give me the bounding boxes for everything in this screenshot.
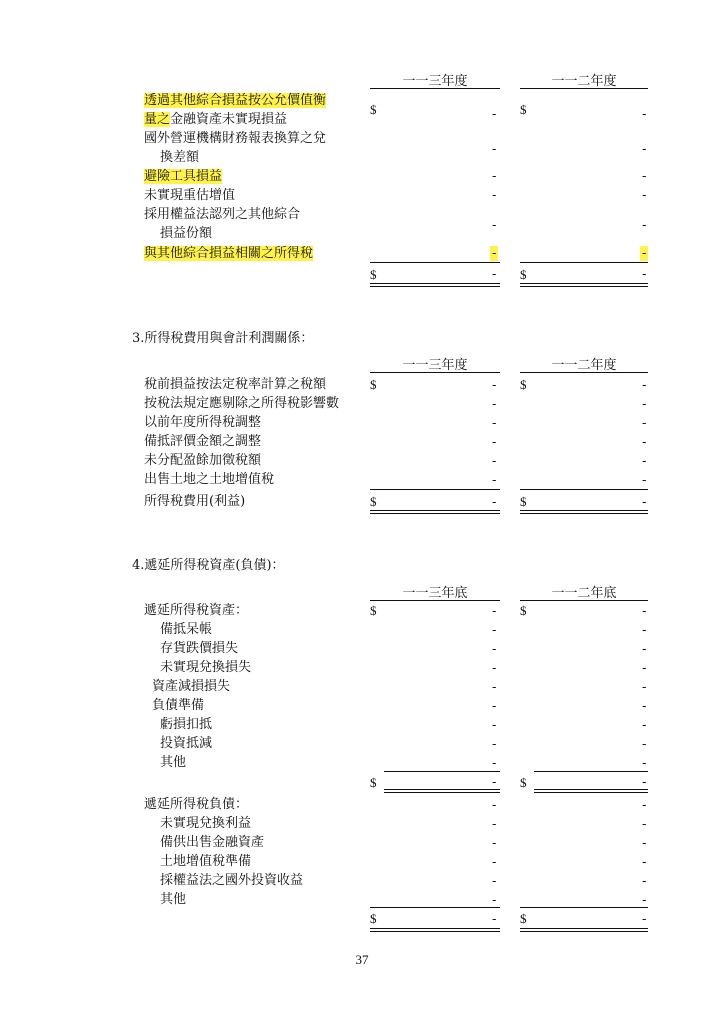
s3-asset2-label: 存貨跌價損失 [160, 641, 239, 656]
s1-total-val-a: - [492, 267, 497, 282]
s3-liab-total-val-b: - [642, 912, 647, 927]
s2-total-label: 所得稅費用(利益) [144, 494, 246, 509]
s3-assets-total-val-a: - [492, 775, 497, 790]
s2-row4-label: 備抵評價金額之調整 [144, 434, 262, 449]
s2-title: 3.所得稅費用與會計利潤關係： [132, 331, 314, 346]
s2-row4-val-a: - [492, 435, 497, 450]
s1-row1-line2 [144, 111, 287, 128]
s3-liab4-val-a: - [492, 874, 497, 889]
s3-header-rule-2 [520, 600, 648, 601]
s1-row1-line1-text: 透過其他綜合損益按公允價值衡 [144, 93, 327, 108]
s3-header-rule-1 [370, 600, 500, 601]
s2-row2-val-b: - [642, 397, 647, 412]
s3-asset4-val-a: - [492, 680, 497, 695]
s1-header-2023: 一一二年度 [551, 74, 617, 89]
s3-liab-subtotal-rule-2 [520, 907, 648, 908]
s3-assets-total-val-b: - [642, 775, 647, 790]
s3-asset1-val-a: - [492, 623, 497, 638]
s3-liab2-val-b: - [642, 836, 647, 851]
s2-total-dollar-b: $ [520, 494, 527, 509]
s2-row1-val-a: - [492, 378, 497, 393]
s3-assets-total-dollar-a: $ [370, 775, 377, 790]
s2-header-rule-2 [520, 372, 648, 373]
s3-liab-subtotal-rule-1 [370, 907, 500, 908]
s2-row6-val-a: - [492, 473, 497, 488]
s3-liab-total-double-rule-1 [370, 928, 500, 932]
s1-row6-val-b [640, 245, 648, 262]
s3-asset3-val-a: - [492, 661, 497, 676]
s2-row3-val-a: - [492, 416, 497, 431]
s3-liab1-val-a: - [492, 817, 497, 832]
s3-assets-val-b: - [642, 604, 647, 619]
s1-row2-line2: 換差額 [160, 150, 200, 165]
s3-liab5-label: 其他 [160, 892, 187, 907]
s1-header-rule-2 [520, 88, 648, 89]
s3-liab4-val-b: - [642, 874, 647, 889]
s1-row4-val-a: - [492, 188, 497, 203]
s3-asset5-val-a: - [492, 699, 497, 714]
s2-row5-val-a: - [492, 454, 497, 469]
s1-row1-line2-highlight: 量之 [144, 112, 171, 127]
s1-row5-val-b: - [642, 218, 647, 233]
s2-row2-val-a: - [492, 397, 497, 412]
s3-asset6-val-b: - [642, 718, 647, 733]
s3-asset4-label: 資產減損損失 [152, 679, 231, 694]
s3-assets-total-dollar-b: $ [520, 775, 527, 790]
s1-row6-val-b-text: - [642, 246, 647, 261]
s1-row2-line1: 國外營運機構財務報表換算之兌 [144, 131, 327, 146]
s3-asset8-val-b: - [642, 756, 647, 771]
s3-asset2-val-b: - [642, 642, 647, 657]
s3-title: 4.遞延所得稅資產(負債)： [132, 558, 285, 573]
s3-header-2024: 一一三年底 [402, 586, 468, 601]
s2-total-val-b: - [642, 495, 647, 510]
s1-row4-label: 未實現重估增值 [144, 188, 236, 203]
s2-row1-label: 稅前損益按法定稅率計算之稅額 [144, 377, 327, 392]
s1-total-val-b: - [642, 267, 647, 282]
s2-row3-val-b: - [642, 416, 647, 431]
s3-liab-label: 遞延所得稅負債： [144, 797, 249, 812]
s3-assets-total-double-rule-2 [534, 789, 648, 793]
s3-liab-total-dollar-b: $ [520, 911, 527, 926]
s1-row2-val-b: - [642, 142, 647, 157]
s3-asset8-val-a: - [492, 756, 497, 771]
s1-row1-line1 [144, 92, 326, 109]
s3-assets-dollar-a: $ [370, 603, 377, 618]
s1-total-double-rule-2 [520, 283, 648, 287]
s3-liab-total-dollar-a: $ [370, 911, 377, 926]
s1-row5-val-a: - [492, 218, 497, 233]
s3-asset2-val-a: - [492, 642, 497, 657]
s2-subtotal-rule-2 [520, 489, 648, 490]
s2-row3-label: 以前年度所得稅調整 [144, 415, 262, 430]
s1-row1-dollar-a: $ [370, 102, 377, 117]
s1-row1-dollar-b: $ [520, 102, 527, 117]
s3-assets-label: 遞延所得稅資產： [144, 603, 249, 618]
s3-liab2-val-a: - [492, 836, 497, 851]
s3-asset6-val-a: - [492, 718, 497, 733]
s1-row3-val-a: - [492, 169, 497, 184]
s2-row1-dollar-a: $ [370, 377, 377, 392]
s2-total-double-rule-2 [520, 510, 648, 514]
s3-assets-subtotal-rule-2 [534, 771, 648, 772]
s3-asset7-val-b: - [642, 737, 647, 752]
s3-liab3-label: 土地增值稅準備 [160, 854, 252, 869]
s3-asset5-val-b: - [642, 699, 647, 714]
s1-row1-val-b: - [642, 107, 647, 122]
s1-row6-text: 與其他綜合損益相關之所得稅 [144, 246, 314, 261]
s3-assets-subtotal-rule-1 [384, 771, 500, 772]
s2-row1-val-b: - [642, 378, 647, 393]
s3-asset4-val-b: - [642, 680, 647, 695]
s2-row4-val-b: - [642, 435, 647, 450]
s3-asset1-label: 備抵呆帳 [160, 622, 213, 637]
s1-header-rule-1 [370, 88, 500, 89]
s3-asset6-label: 虧損扣抵 [160, 717, 213, 732]
s2-subtotal-rule-1 [370, 489, 500, 490]
s1-row6-label [144, 245, 313, 262]
s1-subtotal-rule-2 [520, 262, 648, 263]
s3-liab-val-a: - [492, 798, 497, 813]
s1-row3-text: 避險工具損益 [144, 169, 223, 184]
s3-assets-val-a: - [492, 604, 497, 619]
s3-assets-dollar-b: $ [520, 603, 527, 618]
s3-liab4-label: 採權益法之國外投資收益 [160, 873, 304, 888]
s3-liab3-val-b: - [642, 855, 647, 870]
s1-row2-val-a: - [492, 142, 497, 157]
s2-row5-label: 未分配盈餘加徵稅額 [144, 453, 262, 468]
s3-asset7-label: 投資抵減 [160, 736, 213, 751]
s3-liab5-val-b: - [642, 893, 647, 908]
s2-total-dollar-a: $ [370, 494, 377, 509]
s2-total-double-rule-1 [370, 510, 500, 514]
s1-row5-line2: 損益份額 [160, 226, 213, 241]
s3-header-2023: 一一二年底 [551, 586, 617, 601]
s3-liab5-val-a: - [492, 893, 497, 908]
s2-header-rule-1 [370, 372, 500, 373]
s1-row3-val-b: - [642, 169, 647, 184]
s3-liab-total-double-rule-2 [520, 928, 648, 932]
s1-row1-val-a: - [492, 107, 497, 122]
s3-liab-val-b: - [642, 798, 647, 813]
s2-total-val-a: - [492, 495, 497, 510]
s3-asset5-label: 負債準備 [152, 698, 205, 713]
s3-liab3-val-a: - [492, 855, 497, 870]
s1-row1-line2-rest: 金融資產未實現損益 [170, 112, 288, 127]
s3-liab1-val-b: - [642, 817, 647, 832]
s1-row5-line1: 採用權益法認列之其他綜合 [144, 207, 301, 222]
page-number: 37 [355, 952, 369, 967]
s1-row6-val-a [490, 245, 498, 262]
s2-header-2024: 一一三年度 [402, 358, 468, 373]
s1-total-dollar-b: $ [520, 267, 527, 282]
s2-header-2023: 一一二年度 [551, 358, 617, 373]
s3-asset3-label: 未實現兌換損失 [160, 660, 252, 675]
s2-row2-label: 按稅法規定應剔除之所得稅影響數 [144, 396, 340, 411]
s3-liab-total-val-a: - [492, 912, 497, 927]
s1-header-2024: 一一三年度 [402, 74, 468, 89]
s3-liab2-label: 備供出售金融資產 [160, 835, 265, 850]
s3-liab1-label: 未實現兌換利益 [160, 816, 252, 831]
s2-row1-dollar-b: $ [520, 377, 527, 392]
s3-asset8-label: 其他 [160, 755, 187, 770]
s3-asset3-val-b: - [642, 661, 647, 676]
s3-asset1-val-b: - [642, 623, 647, 638]
s3-asset7-val-a: - [492, 737, 497, 752]
s2-row6-label: 出售土地之土地增值稅 [144, 472, 275, 487]
s1-row3-label [144, 168, 222, 185]
s3-assets-total-double-rule-1 [384, 789, 500, 793]
s2-row5-val-b: - [642, 454, 647, 469]
s1-total-dollar-a: $ [370, 267, 377, 282]
s1-row6-val-a-text: - [492, 246, 497, 261]
s1-subtotal-rule-1 [370, 262, 500, 263]
s1-total-double-rule-1 [370, 283, 500, 287]
s1-row4-val-b: - [642, 188, 647, 203]
s2-row6-val-b: - [642, 473, 647, 488]
